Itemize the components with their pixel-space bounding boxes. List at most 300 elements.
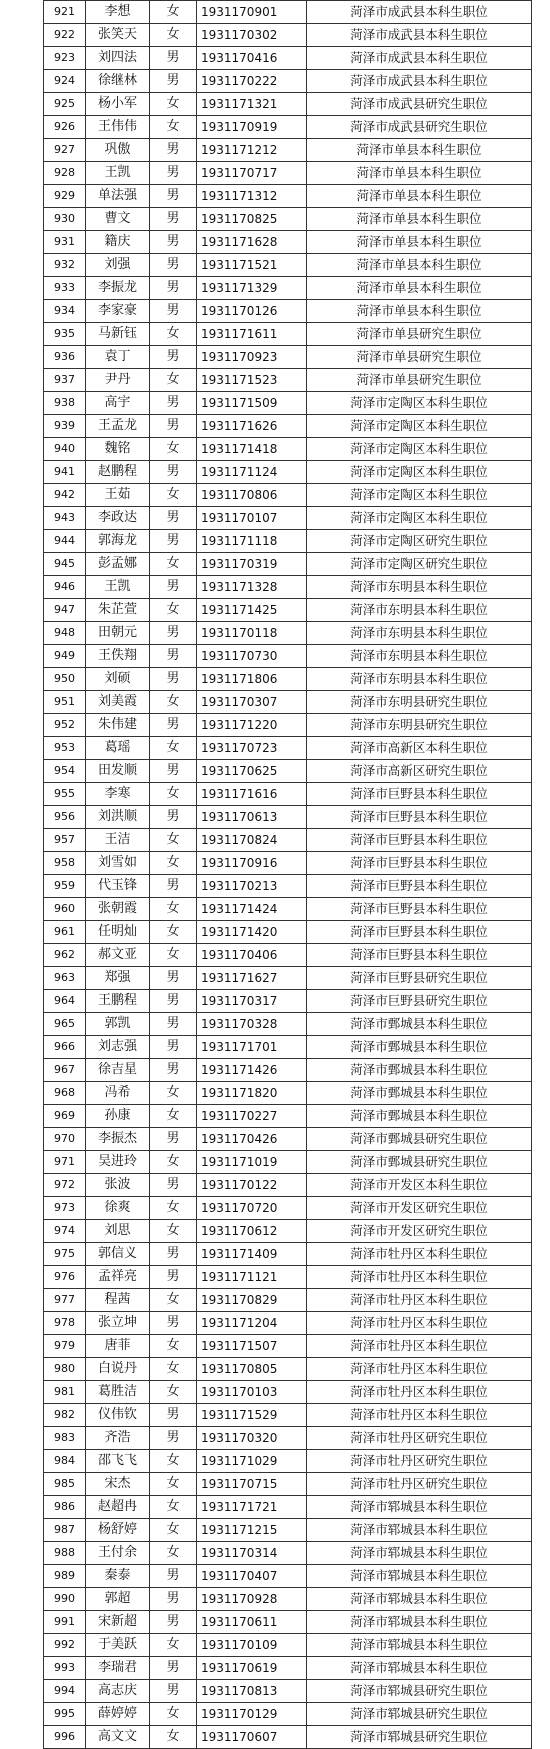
row-number: 993 xyxy=(44,1657,86,1680)
gender-cell: 女 xyxy=(150,898,197,921)
position-cell: 菏泽市牡丹区本科生职位 xyxy=(307,1335,532,1358)
exam-id-cell: 1931170222 xyxy=(197,70,307,93)
name-cell: 王佚翔 xyxy=(86,645,150,668)
exam-id-cell: 1931170613 xyxy=(197,806,307,829)
name-cell: 刘四法 xyxy=(86,47,150,70)
exam-id-cell: 1931171121 xyxy=(197,1266,307,1289)
gender-cell: 男 xyxy=(150,208,197,231)
table-row xyxy=(44,139,532,162)
table-row xyxy=(44,1312,532,1335)
exam-id-cell: 1931170805 xyxy=(197,1358,307,1381)
position-cell: 菏泽市开发区本科生职位 xyxy=(307,1174,532,1197)
row-number: 995 xyxy=(44,1703,86,1726)
exam-id-cell: 1931170109 xyxy=(197,1634,307,1657)
row-number: 994 xyxy=(44,1680,86,1703)
position-cell: 菏泽市郓城县本科生职位 xyxy=(307,1588,532,1611)
exam-id-cell: 1931170213 xyxy=(197,875,307,898)
gender-cell: 男 xyxy=(150,530,197,553)
position-cell: 菏泽市单县本科生职位 xyxy=(307,300,532,323)
table-row xyxy=(44,691,532,714)
exam-id-cell: 1931171420 xyxy=(197,921,307,944)
name-cell: 张朝霞 xyxy=(86,898,150,921)
gender-cell: 男 xyxy=(150,300,197,323)
table-row xyxy=(44,1013,532,1036)
table-row xyxy=(44,1358,532,1381)
position-cell: 菏泽市东明县本科生职位 xyxy=(307,668,532,691)
exam-id-cell: 1931170825 xyxy=(197,208,307,231)
position-cell: 菏泽市巨野县研究生职位 xyxy=(307,967,532,990)
row-number: 950 xyxy=(44,668,86,691)
exam-id-cell: 1931171529 xyxy=(197,1404,307,1427)
row-number: 931 xyxy=(44,231,86,254)
row-number: 940 xyxy=(44,438,86,461)
table-row xyxy=(44,70,532,93)
gender-cell: 男 xyxy=(150,645,197,668)
exam-id-cell: 1931171204 xyxy=(197,1312,307,1335)
table-row xyxy=(44,1,532,24)
gender-cell: 男 xyxy=(150,875,197,898)
row-number: 951 xyxy=(44,691,86,714)
table-row xyxy=(44,484,532,507)
exam-id-cell: 1931170829 xyxy=(197,1289,307,1312)
table-row xyxy=(44,116,532,139)
table-row xyxy=(44,1588,532,1611)
position-cell: 菏泽市单县本科生职位 xyxy=(307,277,532,300)
exam-id-cell: 1931170916 xyxy=(197,852,307,875)
table-row xyxy=(44,162,532,185)
table-row xyxy=(44,461,532,484)
position-cell: 菏泽市巨野县本科生职位 xyxy=(307,806,532,829)
gender-cell: 男 xyxy=(150,806,197,829)
table-body xyxy=(44,1,532,1749)
gender-cell: 男 xyxy=(150,1312,197,1335)
name-cell: 田发顺 xyxy=(86,760,150,783)
name-cell: 李瑞君 xyxy=(86,1657,150,1680)
name-cell: 李家豪 xyxy=(86,300,150,323)
gender-cell: 女 xyxy=(150,1381,197,1404)
name-cell: 郝文亚 xyxy=(86,944,150,967)
table-row xyxy=(44,1496,532,1519)
gender-cell: 男 xyxy=(150,1036,197,1059)
row-number: 981 xyxy=(44,1381,86,1404)
table-row xyxy=(44,1680,532,1703)
position-cell: 菏泽市郓城县研究生职位 xyxy=(307,1703,532,1726)
name-cell: 齐浩 xyxy=(86,1427,150,1450)
exam-id-cell: 1931170717 xyxy=(197,162,307,185)
row-number: 975 xyxy=(44,1243,86,1266)
name-cell: 彭孟娜 xyxy=(86,553,150,576)
row-number: 988 xyxy=(44,1542,86,1565)
position-cell: 菏泽市单县本科生职位 xyxy=(307,162,532,185)
name-cell: 郑强 xyxy=(86,967,150,990)
name-cell: 田朝元 xyxy=(86,622,150,645)
name-cell: 李振龙 xyxy=(86,277,150,300)
table-row xyxy=(44,1059,532,1082)
exam-id-cell: 1931170720 xyxy=(197,1197,307,1220)
position-cell: 菏泽市巨野县本科生职位 xyxy=(307,829,532,852)
row-number: 964 xyxy=(44,990,86,1013)
table-row xyxy=(44,231,532,254)
position-cell: 菏泽市单县本科生职位 xyxy=(307,185,532,208)
exam-id-cell: 1931170923 xyxy=(197,346,307,369)
row-number: 980 xyxy=(44,1358,86,1381)
name-cell: 曹文 xyxy=(86,208,150,231)
gender-cell: 女 xyxy=(150,1,197,24)
name-cell: 葛胜洁 xyxy=(86,1381,150,1404)
row-number: 961 xyxy=(44,921,86,944)
gender-cell: 男 xyxy=(150,1680,197,1703)
position-cell: 菏泽市东明县研究生职位 xyxy=(307,714,532,737)
name-cell: 刘洪顺 xyxy=(86,806,150,829)
gender-cell: 女 xyxy=(150,1082,197,1105)
exam-id-cell: 1931170307 xyxy=(197,691,307,714)
gender-cell: 女 xyxy=(150,484,197,507)
exam-id-cell: 1931170107 xyxy=(197,507,307,530)
name-cell: 赵超冉 xyxy=(86,1496,150,1519)
position-cell: 菏泽市牡丹区研究生职位 xyxy=(307,1473,532,1496)
position-cell: 菏泽市巨野县本科生职位 xyxy=(307,921,532,944)
exam-id-cell: 1931170320 xyxy=(197,1427,307,1450)
row-number: 973 xyxy=(44,1197,86,1220)
exam-id-cell: 1931170126 xyxy=(197,300,307,323)
row-number: 984 xyxy=(44,1450,86,1473)
name-cell: 刘硕 xyxy=(86,668,150,691)
gender-cell: 男 xyxy=(150,392,197,415)
gender-cell: 女 xyxy=(150,1496,197,1519)
name-cell: 张立坤 xyxy=(86,1312,150,1335)
row-number: 938 xyxy=(44,392,86,415)
name-cell: 秦泰 xyxy=(86,1565,150,1588)
position-cell: 菏泽市牡丹区本科生职位 xyxy=(307,1243,532,1266)
table-row xyxy=(44,392,532,415)
position-cell: 菏泽市高新区研究生职位 xyxy=(307,760,532,783)
position-cell: 菏泽市郓城县研究生职位 xyxy=(307,1726,532,1749)
row-number: 990 xyxy=(44,1588,86,1611)
row-number: 946 xyxy=(44,576,86,599)
name-cell: 王洁 xyxy=(86,829,150,852)
row-number: 932 xyxy=(44,254,86,277)
table-row xyxy=(44,921,532,944)
row-number: 954 xyxy=(44,760,86,783)
name-cell: 孙康 xyxy=(86,1105,150,1128)
exam-id-cell: 1931171426 xyxy=(197,1059,307,1082)
exam-id-cell: 1931171523 xyxy=(197,369,307,392)
gender-cell: 男 xyxy=(150,254,197,277)
position-cell: 菏泽市开发区研究生职位 xyxy=(307,1197,532,1220)
gender-cell: 男 xyxy=(150,760,197,783)
name-cell: 徐爽 xyxy=(86,1197,150,1220)
exam-id-cell: 1931171418 xyxy=(197,438,307,461)
row-number: 944 xyxy=(44,530,86,553)
table-row xyxy=(44,1634,532,1657)
position-cell: 菏泽市定陶区本科生职位 xyxy=(307,461,532,484)
table-row xyxy=(44,300,532,323)
position-cell: 菏泽市定陶区本科生职位 xyxy=(307,415,532,438)
name-cell: 李寒 xyxy=(86,783,150,806)
gender-cell: 男 xyxy=(150,346,197,369)
table-row xyxy=(44,93,532,116)
exam-id-cell: 1931171118 xyxy=(197,530,307,553)
name-cell: 张笑天 xyxy=(86,24,150,47)
gender-cell: 女 xyxy=(150,116,197,139)
exam-id-cell: 1931171627 xyxy=(197,967,307,990)
exam-id-cell: 1931171721 xyxy=(197,1496,307,1519)
row-number: 935 xyxy=(44,323,86,346)
position-cell: 菏泽市巨野县本科生职位 xyxy=(307,944,532,967)
table-row xyxy=(44,507,532,530)
gender-cell: 女 xyxy=(150,1473,197,1496)
table-row xyxy=(44,622,532,645)
gender-cell: 女 xyxy=(150,1289,197,1312)
exam-id-cell: 1931170806 xyxy=(197,484,307,507)
name-cell: 李想 xyxy=(86,1,150,24)
name-cell: 邵飞飞 xyxy=(86,1450,150,1473)
name-cell: 徐吉星 xyxy=(86,1059,150,1082)
gender-cell: 男 xyxy=(150,1588,197,1611)
gender-cell: 男 xyxy=(150,668,197,691)
row-number: 930 xyxy=(44,208,86,231)
name-cell: 杨舒婷 xyxy=(86,1519,150,1542)
table-row xyxy=(44,24,532,47)
table-row xyxy=(44,1197,532,1220)
exam-id-cell: 1931171029 xyxy=(197,1450,307,1473)
table-row xyxy=(44,208,532,231)
table-row xyxy=(44,1726,532,1749)
name-cell: 仪伟钦 xyxy=(86,1404,150,1427)
position-cell: 菏泽市定陶区研究生职位 xyxy=(307,530,532,553)
table-row xyxy=(44,645,532,668)
position-cell: 菏泽市郓城县本科生职位 xyxy=(307,1565,532,1588)
name-cell: 程茜 xyxy=(86,1289,150,1312)
gender-cell: 女 xyxy=(150,852,197,875)
gender-cell: 女 xyxy=(150,1726,197,1749)
exam-id-cell: 1931171409 xyxy=(197,1243,307,1266)
position-cell: 菏泽市郓城县研究生职位 xyxy=(307,1680,532,1703)
exam-id-cell: 1931170407 xyxy=(197,1565,307,1588)
position-cell: 菏泽市郓城县本科生职位 xyxy=(307,1611,532,1634)
gender-cell: 女 xyxy=(150,93,197,116)
gender-cell: 男 xyxy=(150,461,197,484)
row-number: 945 xyxy=(44,553,86,576)
gender-cell: 女 xyxy=(150,1450,197,1473)
row-number: 937 xyxy=(44,369,86,392)
table-row xyxy=(44,760,532,783)
row-number: 943 xyxy=(44,507,86,530)
exam-id-cell: 1931170302 xyxy=(197,24,307,47)
table-row xyxy=(44,530,532,553)
position-cell: 菏泽市东明县本科生职位 xyxy=(307,645,532,668)
position-cell: 菏泽市成武县研究生职位 xyxy=(307,116,532,139)
table-row xyxy=(44,553,532,576)
position-cell: 菏泽市单县本科生职位 xyxy=(307,231,532,254)
exam-id-cell: 1931171521 xyxy=(197,254,307,277)
position-cell: 菏泽市巨野县本科生职位 xyxy=(307,783,532,806)
gender-cell: 男 xyxy=(150,1404,197,1427)
position-cell: 菏泽市定陶区本科生职位 xyxy=(307,484,532,507)
table-row xyxy=(44,1473,532,1496)
row-number: 958 xyxy=(44,852,86,875)
position-cell: 菏泽市巨野县研究生职位 xyxy=(307,990,532,1013)
table-row xyxy=(44,323,532,346)
name-cell: 郭凯 xyxy=(86,1013,150,1036)
position-cell: 菏泽市郓城县本科生职位 xyxy=(307,1496,532,1519)
position-cell: 菏泽市牡丹区本科生职位 xyxy=(307,1404,532,1427)
row-number: 972 xyxy=(44,1174,86,1197)
exam-id-cell: 1931171507 xyxy=(197,1335,307,1358)
position-cell: 菏泽市郓城县本科生职位 xyxy=(307,1634,532,1657)
exam-id-cell: 1931170314 xyxy=(197,1542,307,1565)
name-cell: 王鹏程 xyxy=(86,990,150,1013)
gender-cell: 女 xyxy=(150,1335,197,1358)
row-number: 963 xyxy=(44,967,86,990)
gender-cell: 女 xyxy=(150,829,197,852)
position-cell: 菏泽市牡丹区本科生职位 xyxy=(307,1381,532,1404)
position-cell: 菏泽市巨野县本科生职位 xyxy=(307,852,532,875)
name-cell: 赵鹏程 xyxy=(86,461,150,484)
row-number: 923 xyxy=(44,47,86,70)
row-number: 948 xyxy=(44,622,86,645)
table-row xyxy=(44,714,532,737)
exam-id-cell: 1931170919 xyxy=(197,116,307,139)
exam-id-cell: 1931170406 xyxy=(197,944,307,967)
exam-id-cell: 1931171312 xyxy=(197,185,307,208)
gender-cell: 男 xyxy=(150,1611,197,1634)
row-number: 925 xyxy=(44,93,86,116)
position-cell: 菏泽市东明县本科生职位 xyxy=(307,599,532,622)
row-number: 992 xyxy=(44,1634,86,1657)
position-cell: 菏泽市单县研究生职位 xyxy=(307,323,532,346)
row-number: 971 xyxy=(44,1151,86,1174)
position-cell: 菏泽市定陶区本科生职位 xyxy=(307,392,532,415)
name-cell: 李政达 xyxy=(86,507,150,530)
row-number: 962 xyxy=(44,944,86,967)
gender-cell: 女 xyxy=(150,1703,197,1726)
exam-id-cell: 1931171124 xyxy=(197,461,307,484)
position-cell: 菏泽市成武县本科生职位 xyxy=(307,24,532,47)
name-cell: 郭海龙 xyxy=(86,530,150,553)
name-cell: 郭信义 xyxy=(86,1243,150,1266)
gender-cell: 男 xyxy=(150,576,197,599)
gender-cell: 男 xyxy=(150,1013,197,1036)
row-number: 928 xyxy=(44,162,86,185)
gender-cell: 男 xyxy=(150,47,197,70)
row-number: 969 xyxy=(44,1105,86,1128)
row-number: 974 xyxy=(44,1220,86,1243)
row-number: 949 xyxy=(44,645,86,668)
name-cell: 徐继林 xyxy=(86,70,150,93)
table-row xyxy=(44,990,532,1013)
position-cell: 菏泽市鄄城县研究生职位 xyxy=(307,1151,532,1174)
row-number: 965 xyxy=(44,1013,86,1036)
table-row xyxy=(44,1381,532,1404)
row-number: 939 xyxy=(44,415,86,438)
gender-cell: 女 xyxy=(150,24,197,47)
position-cell: 菏泽市成武县研究生职位 xyxy=(307,93,532,116)
position-cell: 菏泽市牡丹区本科生职位 xyxy=(307,1358,532,1381)
position-cell: 菏泽市成武县本科生职位 xyxy=(307,47,532,70)
exam-id-cell: 1931170730 xyxy=(197,645,307,668)
row-number: 977 xyxy=(44,1289,86,1312)
gender-cell: 女 xyxy=(150,1197,197,1220)
table-row xyxy=(44,47,532,70)
row-number: 941 xyxy=(44,461,86,484)
exam-id-cell: 1931170118 xyxy=(197,622,307,645)
name-cell: 刘思 xyxy=(86,1220,150,1243)
name-cell: 高文文 xyxy=(86,1726,150,1749)
table-row xyxy=(44,737,532,760)
row-number: 996 xyxy=(44,1726,86,1749)
exam-id-cell: 1931171425 xyxy=(197,599,307,622)
gender-cell: 男 xyxy=(150,415,197,438)
gender-cell: 男 xyxy=(150,139,197,162)
position-cell: 菏泽市单县本科生职位 xyxy=(307,254,532,277)
row-number: 970 xyxy=(44,1128,86,1151)
table-row xyxy=(44,1427,532,1450)
position-cell: 菏泽市牡丹区本科生职位 xyxy=(307,1289,532,1312)
position-cell: 菏泽市鄄城县本科生职位 xyxy=(307,1013,532,1036)
exam-id-cell: 1931171611 xyxy=(197,323,307,346)
name-cell: 白说丹 xyxy=(86,1358,150,1381)
table-row xyxy=(44,1151,532,1174)
exam-id-cell: 1931170619 xyxy=(197,1657,307,1680)
table-row xyxy=(44,1266,532,1289)
name-cell: 于美跃 xyxy=(86,1634,150,1657)
row-number: 968 xyxy=(44,1082,86,1105)
table-row xyxy=(44,185,532,208)
exam-id-cell: 1931171328 xyxy=(197,576,307,599)
row-number: 959 xyxy=(44,875,86,898)
position-cell: 菏泽市鄄城县本科生职位 xyxy=(307,1059,532,1082)
gender-cell: 女 xyxy=(150,438,197,461)
exam-id-cell: 1931171820 xyxy=(197,1082,307,1105)
name-cell: 薛婷婷 xyxy=(86,1703,150,1726)
position-cell: 菏泽市定陶区本科生职位 xyxy=(307,507,532,530)
gender-cell: 男 xyxy=(150,162,197,185)
row-number: 960 xyxy=(44,898,86,921)
table-row xyxy=(44,1542,532,1565)
candidate-table xyxy=(43,0,532,1749)
row-number: 936 xyxy=(44,346,86,369)
position-cell: 菏泽市单县本科生职位 xyxy=(307,139,532,162)
row-number: 978 xyxy=(44,1312,86,1335)
gender-cell: 男 xyxy=(150,1266,197,1289)
exam-id-cell: 1931170901 xyxy=(197,1,307,24)
position-cell: 菏泽市鄄城县本科生职位 xyxy=(307,1036,532,1059)
row-number: 985 xyxy=(44,1473,86,1496)
row-number: 942 xyxy=(44,484,86,507)
table-row xyxy=(44,668,532,691)
gender-cell: 女 xyxy=(150,737,197,760)
table-row xyxy=(44,898,532,921)
table-row xyxy=(44,1565,532,1588)
name-cell: 魏铭 xyxy=(86,438,150,461)
exam-id-cell: 1931170813 xyxy=(197,1680,307,1703)
position-cell: 菏泽市牡丹区研究生职位 xyxy=(307,1450,532,1473)
name-cell: 代玉锋 xyxy=(86,875,150,898)
exam-id-cell: 1931170928 xyxy=(197,1588,307,1611)
exam-id-cell: 1931170824 xyxy=(197,829,307,852)
exam-id-cell: 1931170607 xyxy=(197,1726,307,1749)
exam-id-cell: 1931171509 xyxy=(197,392,307,415)
table-row xyxy=(44,369,532,392)
exam-id-cell: 1931170426 xyxy=(197,1128,307,1151)
row-number: 955 xyxy=(44,783,86,806)
exam-id-cell: 1931170715 xyxy=(197,1473,307,1496)
row-number: 956 xyxy=(44,806,86,829)
row-number: 991 xyxy=(44,1611,86,1634)
gender-cell: 男 xyxy=(150,1059,197,1082)
row-number: 924 xyxy=(44,70,86,93)
